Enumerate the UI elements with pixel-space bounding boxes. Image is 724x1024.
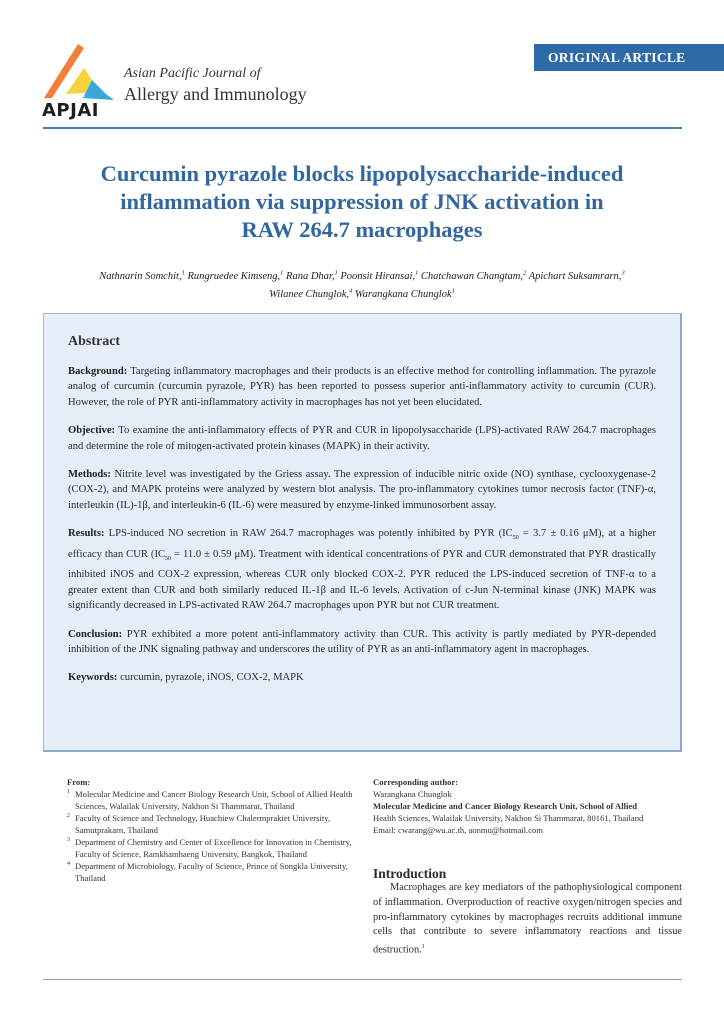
author: Apichart Suksamrarn,$^3$ xyxy=(528,269,625,282)
title-line: inflammation via suppression of JNK activation in xyxy=(120,189,604,214)
corresponding-unit: Molecular Medicine and Cancer Biology Research Unit, School of Allied xyxy=(373,801,638,811)
section-label: Conclusion: xyxy=(68,628,123,640)
section-text: Nitrite level was investigated by the Griess assay. The expression of inducible nitric oxide (NO) synthase, cyclooxygenase-2 (COX-2), and MAPK proteins were analyzed by western blot analysis. The pro-inflammatory cytokines tumor necrosis factor (TNF)-α, interleukin (IL)-1β, and interleukin-6 (IL-6) were measured by enzyme-linked immunosorbent assay. xyxy=(68,469,656,511)
abstract-heading: Abstract xyxy=(68,334,121,349)
title-line: RAW 264.7 macrophages xyxy=(241,217,483,242)
author: Rungruedee Kimseng,$^1$ xyxy=(187,269,284,282)
author-line-1 xyxy=(40,265,684,284)
author: Nathnarin Somchit,$^1$ xyxy=(99,269,185,282)
corresponding-author xyxy=(373,776,683,836)
header-divider xyxy=(43,127,682,129)
footer-divider xyxy=(43,979,682,980)
author: Rana Dhar,$^1$ xyxy=(286,269,338,282)
affiliation-item: 3 Department of Chemistry and Center of Excellence for Innovation in Chemistry, Faculty of Science, Ramkhamhaeng University, Bangkok, Thailand xyxy=(67,837,352,859)
author-line-2 xyxy=(40,284,684,303)
logo-wordmark: APJAI xyxy=(42,100,99,121)
section-label: Background: xyxy=(68,366,128,377)
abstract-conclusion xyxy=(68,627,656,658)
affiliations xyxy=(67,776,357,884)
author: Chatchawan Changtam,$^2$ xyxy=(420,269,527,282)
corresponding-name: Warangkana Chunglok xyxy=(373,789,452,799)
abstract-objective xyxy=(68,423,656,454)
corresponding-email[interactable]: Email: cwarang@wu.ac.th, aonmu@hotmail.com xyxy=(373,825,543,835)
author: Wilanee Chunglok,$^4$ xyxy=(269,287,353,300)
section-text: To examine the anti-inflammatory effects of PYR and CUR in lipopolysaccharide (LPS)-activated RAW 264.7 macrophages and determine the role of mitogen-activated protein kinases (MAPK) in their activity. xyxy=(68,425,656,452)
citation-link[interactable]: 1 xyxy=(421,944,425,951)
journal-logo xyxy=(42,42,116,121)
section-label: Methods: xyxy=(68,469,111,481)
introduction-heading: Introduction xyxy=(373,866,447,881)
author: Warangkana Chunglok$^1$ xyxy=(354,287,455,300)
abstract-box xyxy=(43,313,682,752)
section-label: Results: xyxy=(68,528,105,540)
article-title xyxy=(40,160,684,244)
section-label: Objective: xyxy=(68,425,116,437)
journal-name-line2: Allergy and Immunology xyxy=(124,84,307,104)
corresponding-address: Health Sciences, Walailak University, Nakhon Si Thammarat, 80161, Thailand xyxy=(373,813,644,823)
abstract-background xyxy=(68,364,656,410)
section-text: curcumin, pyrazole, iNOS, COX-2, MAPK xyxy=(120,672,304,684)
section-text: LPS-induced NO secretion in RAW 264.7 macrophages was potently inhibited by PYR ($IC_{50} = 3.7 \pm 0.16$ μM), at a higher efficacy than CUR ($IC_{50} = 11.0 \pm 0.59$ μM). Treatment with identical concentrations of PYR and CUR demonstrated that PYR drastically inhibited iNOS and COX-2 expression, whereas CUR only blocked COX-2. PYR reduced the LPS-induced secretion of TNF-α to a greater extent than CUR and both similarly reduced IL-1β and IL-6 levels. Activation of c-Jun N-terminal kinase (JNK) MAPK was significantly decreased in LPS-activated RAW 264.7 macrophages upon PYR but not CUR treatment. xyxy=(68,528,656,612)
affiliations-label: From: xyxy=(67,777,91,787)
author-list xyxy=(40,265,684,302)
journal-name-line1: Asian Pacific Journal of xyxy=(124,66,261,81)
introduction-paragraph: Macrophages are key mediators of the pathophysiological component of inflammation. Overproduction of reactive oxygen/nitrogen species and pro-inflammatory cytokines by macrophages recruits additional immune cells that contribute to severe inflammatory reactions and tissue destruction.$^1$ xyxy=(373,882,682,956)
section-text: Targeting inflammatory macrophages and their products is an effective method for controlling inflammation. The pyrazole analog of curcumin (curcumin pyrazole, PYR) has been reported to possess superior anti-inflammatory activity to curcumin (CUR). However, the role of PYR anti-inflammatory activity in macrophages has not yet been elucidated. xyxy=(68,366,656,408)
affiliation-item: 4 Department of Microbiology, Faculty of Science, Prince of Songkla University, Thailand xyxy=(67,861,348,883)
apjai-triangle-icon xyxy=(42,42,116,102)
abstract-keywords xyxy=(68,670,656,685)
article-type-badge: ORIGINAL ARTICLE xyxy=(534,44,724,71)
affiliation-item: 1 Molecular Medicine and Cancer Biology Research Unit, School of Allied Health Sciences, Walailak University, Nakhon Si Thammarat, Thailand xyxy=(67,789,353,811)
corresponding-label: Corresponding author: xyxy=(373,777,459,787)
abstract-methods xyxy=(68,467,656,513)
affiliation-item: 2 Faculty of Science and Technology, Huachiew Chalermprakiet University, Samutprakarn, Thailand xyxy=(67,813,331,835)
abstract-results xyxy=(68,526,656,613)
section-label: Keywords: xyxy=(68,672,118,684)
title-line: Curcumin pyrazole blocks lipopolysaccharide-induced xyxy=(100,161,624,186)
section-text: PYR exhibited a more potent anti-inflammatory activity than CUR. This activity is partly mediated by PYR-depended inhibition of the JNK signaling pathway and underscores the utility of PYR as an anti-inflammatory agent in macrophages. xyxy=(68,628,656,655)
journal-name xyxy=(124,66,307,105)
author: Poonsit Hiransai,$^1$ xyxy=(340,269,419,282)
